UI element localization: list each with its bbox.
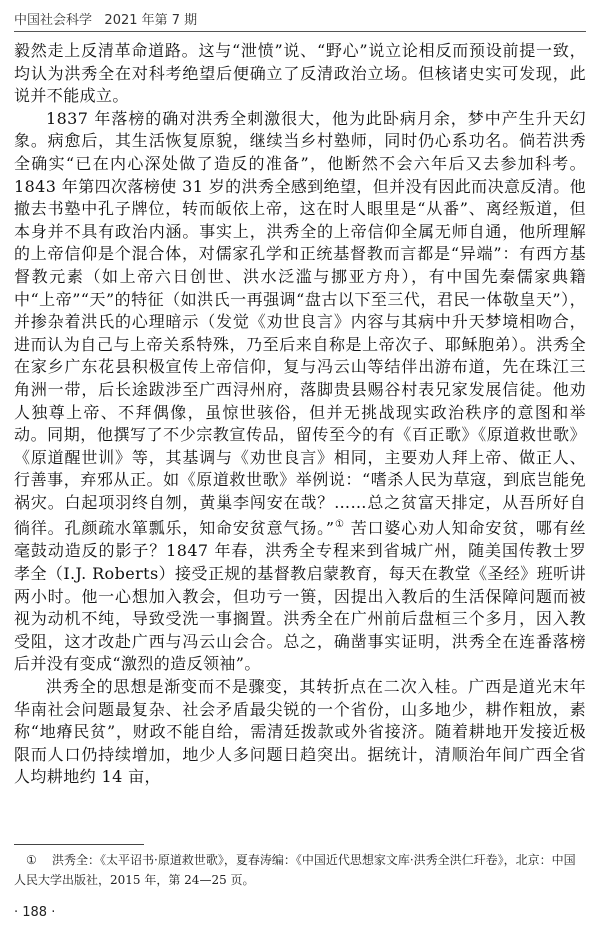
- footnote-mark: ①: [26, 853, 37, 867]
- page-number: · 188 ·: [14, 905, 56, 920]
- journal-name: 中国社会科学: [14, 13, 93, 28]
- paragraph-3: 洪秀全的思想是渐变而不是骤变，其转折点在二次入桂。广西是道光末年华南社会问题最复杂、社会矛盾最尖锐的一个省份，山多地少，耕作粗放，素称“地瘠民贫”，财政不能自给，需清廷拨款或外省接济。随着耕地开发接近极限而人口仍持续增加，地少人多问题日趋突出。据统计，清顺治年间广西全省人均耕地约 14 亩，: [14, 676, 586, 787]
- paragraph-2: 1837 年落榜的确对洪秀全刺激很大，他为此卧病月余，梦中产生升天幻象。病愈后，其生活恢复原貌，继续当乡村塾师，同时仍心系功名。倘若洪秀全确实“已在内心深处做了造反的准备”，他断然不会六年后又去参加科考。1843 年第四次落榜使 31 岁的洪秀全感到绝望，但并没有因此而决意反清。他撤去书塾中孔子牌位，转而皈依上帝，这在时人眼里是“从番”、离经叛道，但本身并不具有政治内涵。事实上，洪秀全的上帝信仰全属无师自通，他所理解的上帝信仰是个混合体，对儒家孔学和正统基督教而言都是“异端”：有西方基督教元素（如上帝六日创世、洪水泛滥与挪亚方舟），有中国先秦儒家典籍中“上帝”“天”的特征（如洪氏一再强调“盘古以下至三代，君民一体敬皇天”），并掺杂着洪氏的心理暗示（发觉《劝世良言》内容与其病中升天梦境相吻合，进而认为自己与上帝关系特殊，乃至后来自称是上帝次子、耶稣胞弟）。洪秀全在家乡广东花县积极宣传上帝信仰，复与冯云山等结伴出游布道，先在珠江三角洲一带，后长途跋涉至广西浔州府，落脚贵县赐谷村表兄家发展信徒。他劝人独尊上帝、不拜偶像，虽惊世骇俗，但并无挑战现实政治秩序的意图和举动。同期，他撰写了不少宗教宣传品，留传至今的有《百正歌》《原道救世歌》《原道醒世训》等，其基调与《劝世良言》相同，主要劝人拜上帝、做正人、行善事，弃邪从正。如《原道救世歌》举例说：“嗜杀人民为草寇，到底岂能免祸灾。白起项羽终自刎，黄巢李闯安在哉？……总之贫富天排定，从吾所好自徜徉。孔颜疏水箪瓢乐，知命安贫意气扬。”① 苦口婆心劝人知命安贫，哪有丝毫鼓动造反的影子？1847 年春，洪秀全专程来到省城广州，随美国传教士罗孝全（I.J. Roberts）接受正规的基督教启蒙教育，每天在教堂《圣经》班听讲两小时。他一心想加入教会，但功亏一篑，因提出入教后的生活保障问题而被视为动机不纯，导致受洗一事搁置。洪秀全在广州前后盘桓三个多月，因入教受阻，这才改赴广西与冯云山会合。总之，确凿事实证明，洪秀全在连番落榜后并没有变成“激烈的造反领袖”。: [14, 108, 586, 674]
- footnote-text: 洪秀全：《太平诏书·原道救世歌》，夏春涛编：《中国近代思想家文库·洪秀全洪仁玕卷》，北京：中国人民大学出版社，2015 年，第 24—25 页。: [14, 853, 576, 887]
- article-body: [14, 40, 586, 789]
- issue-label: 2021 年第 7 期: [104, 13, 198, 28]
- footnote: [14, 850, 586, 890]
- footnote-reference[interactable]: ①: [334, 519, 345, 531]
- header-rule: [14, 31, 586, 32]
- paragraph-1: 毅然走上反清革命道路。这与“泄愤”说、“野心”说立论相反而预设前提一致，均认为洪秀全在对科考绝望后便确立了反清政治立场。但核诸史实可发现，此说并不能成立。: [14, 41, 586, 106]
- footnote-rule: [14, 844, 144, 845]
